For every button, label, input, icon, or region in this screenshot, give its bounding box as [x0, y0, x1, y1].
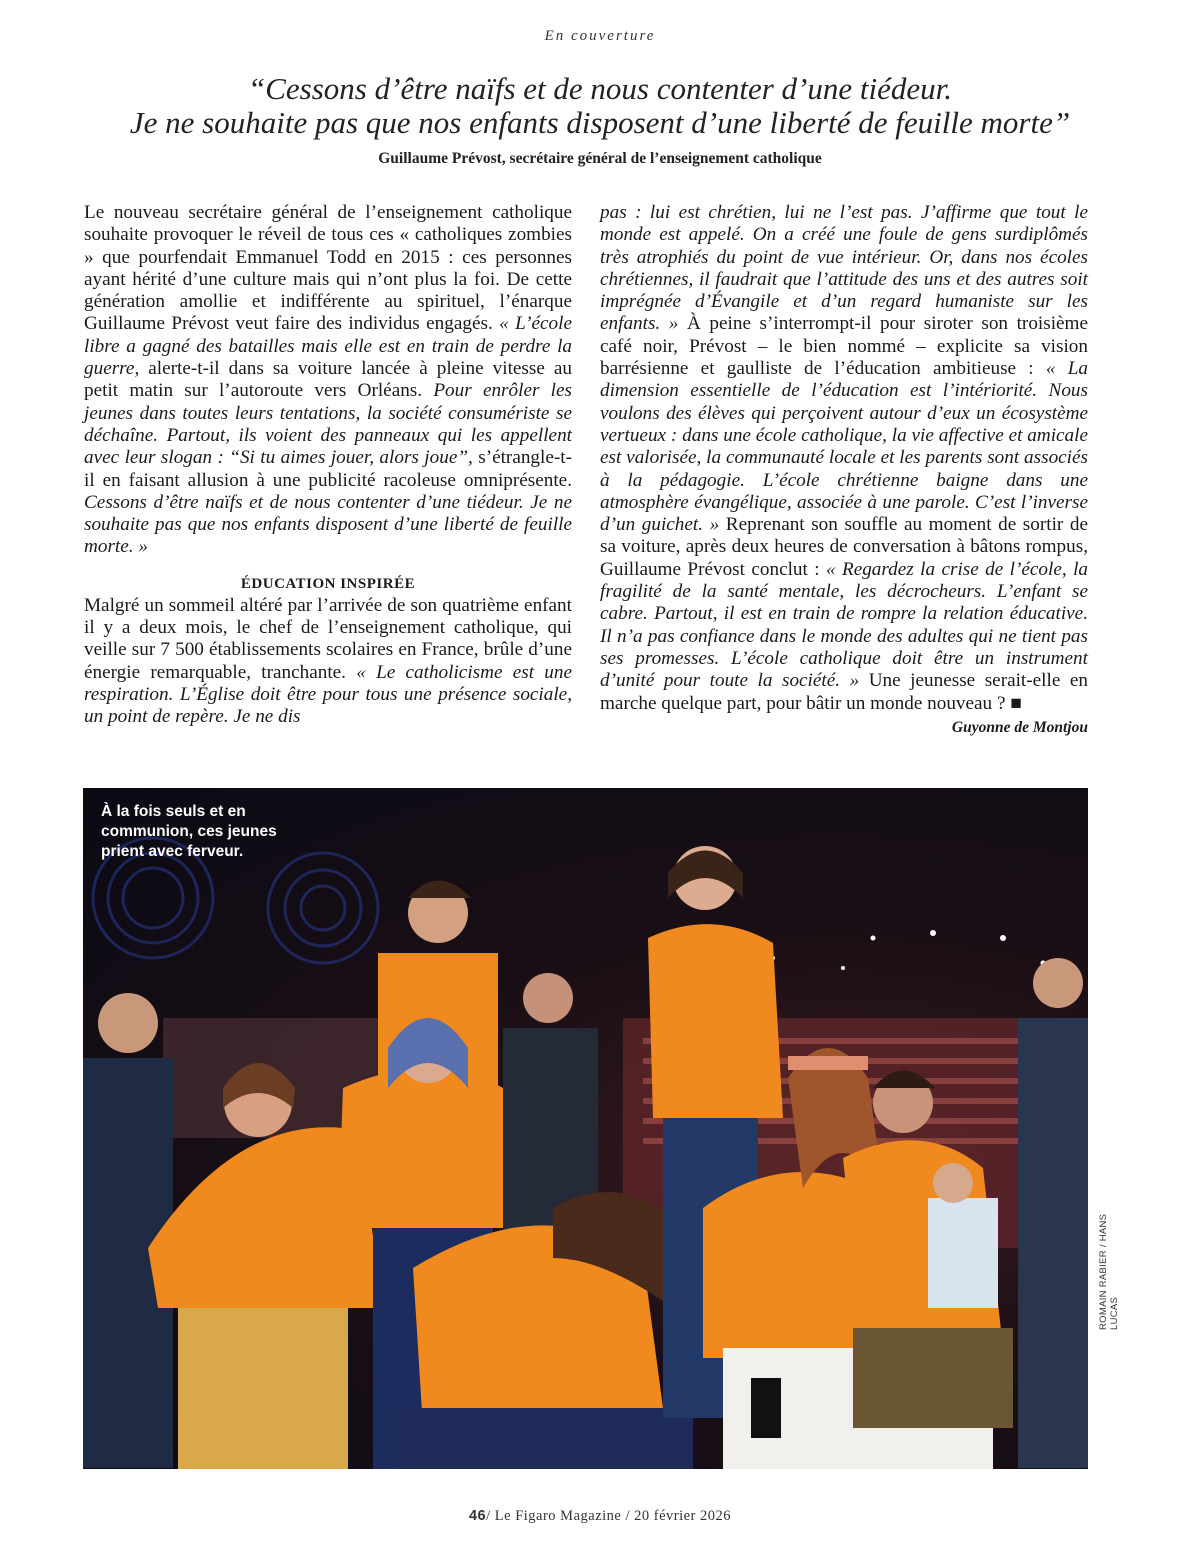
- body-text: alerte-t-il dans sa voiture lancée à pleine vitesse au petit matin sur l’autoroute vers Orléans.: [84, 358, 572, 402]
- section-rubric: En couverture: [544, 28, 656, 44]
- pull-quote: [60, 72, 1140, 140]
- quote-text: pas : lui est chrétien, lui ne l’est pas. J’affirme que tout le monde est appelé. On a créé une foule de gens surdiplômés très atrophiés du point de vue intérieur. Or, dans nos écoles chrétiennes, il faudrait que l’attitude des uns et des autres soit imprégnée d’Évangile et d’un regard humaniste sur les enfants. »: [600, 202, 1088, 335]
- body-text: Reprenant son souffle au moment de sortir de sa voiture, après deux heures de conversation à bâtons rompus, Guillaume Prévost conclut :: [600, 514, 1088, 580]
- photo-caption: À la fois seuls et en communion, ces jeunes prient avec ferveur.: [101, 803, 277, 860]
- quote-text: Pour enrôler les jeunes dans toutes leurs tentations, la société consumériste se déchaîne. Partout, ils voient des panneaux qui les appellent avec leur slogan : “Si tu aimes jouer, alors joue”,: [84, 380, 572, 469]
- body-text: Une jeunesse serait-elle en marche quelque part, pour bâtir un monde nouveau ?: [600, 670, 1088, 714]
- quote-text: « Le catholicisme est une respiration. L’Église doit être pour tous une présence sociale, un point de repère. Je ne dis: [84, 661, 573, 728]
- page-footer: [0, 1508, 1200, 1525]
- publication-info: / Le Figaro Magazine / 20 février 2026: [486, 1508, 732, 1524]
- pull-quote-line-1: “Cessons d’être naïfs et de nous contenter d’une tiédeur.: [248, 71, 952, 106]
- page-number: 46: [468, 1508, 487, 1524]
- paragraph: [84, 202, 572, 559]
- photo-credit: ROMAIN RABIER / HANS LUCAS: [1098, 1213, 1120, 1330]
- subheading: ÉDUCATION INSPIRÉE: [240, 575, 416, 592]
- article-column-left: [84, 202, 572, 729]
- pull-quote-attribution: Guillaume Prévost, secrétaire général de l’enseignement catholique: [378, 150, 822, 167]
- body-text: À peine s’interrompt-il pour siroter son troisième café noir, Prévost – le bien nommé – explicite sa vision barrésienne et gaulliste de l’éducation ambitieuse :: [600, 313, 1088, 380]
- photo-praying-youth: [83, 788, 1088, 1469]
- quote-text: « L’école libre a gagné des batailles mais elle est en train de perdre la guerre,: [84, 313, 572, 380]
- paragraph: [84, 595, 572, 729]
- body-text: s’étrangle-t-il en faisant allusion à une publicité racoleuse omniprésente.: [84, 447, 572, 491]
- quote-text: Cessons d’être naïfs et de nous contenter d’une tiédeur. Je ne souhaite pas que nos enfants disposent d’une liberté de feuille morte. »: [84, 491, 572, 558]
- paragraph: [600, 202, 1088, 715]
- author-signature: Guyonne de Montjou: [951, 718, 1088, 736]
- pull-quote-line-2: Je ne souhaite pas que nos enfants disposent d’une liberté de feuille morte”: [129, 105, 1071, 140]
- end-mark-icon: ■: [1010, 692, 1022, 714]
- body-text: Le nouveau secrétaire général de l’enseignement catholique souhaite provoquer le réveil de tous ces « catholiques zombies » que pourfendait Emmanuel Todd en 2015 : ces personnes ayant hérité d’une culture mais qui n’ont plus la foi. De cette génération amollie et indifférente au spirituel, l’énarque Guillaume Prévost veut faire des individus engagés.: [84, 202, 572, 335]
- quote-text: « Regardez la crise de l’école, la fragilité de la santé mentale, les décrocheurs. L’enfant se cabre. Partout, il est en train de rompre la relation éducative. Il n’a pas confiance dans le monde des adultes qui ne tient pas ses promesses. L’école catholique doit être un instrument d’unité pour toute la société. »: [600, 558, 1088, 692]
- article-column-right: [600, 202, 1088, 739]
- quote-text: « La dimension essentielle de l’éducation est l’intériorité. Nous voulons des élèves qui perçoivent autour d’eux un écosystème vertueux : dans une école catholique, la vie affective et amicale est valorisée, la communauté locale et les parents sont associés à la pédagogie. L’école chrétienne baigne dans une atmosphère évangélique, associée à une parole. C’est l’inverse d’un guichet. »: [600, 358, 1088, 536]
- body-text: Malgré un sommeil altéré par l’arrivée de son quatrième enfant il y a deux mois, le chef de l’enseignement catholique, qui veille sur 7 500 établissements scolaires en France, brûle d’une énergie remarquable, tranchante.: [84, 594, 572, 683]
- photo-illustration: [83, 788, 1088, 1469]
